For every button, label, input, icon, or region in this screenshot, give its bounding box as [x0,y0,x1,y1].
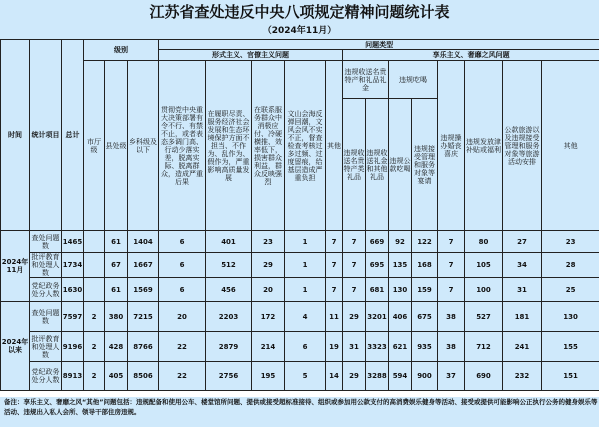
cell-f3: 195 [252,362,285,391]
cell-town: 1667 [128,253,159,278]
section-period: 2024年11月 [1,231,30,302]
cell-h2: 695 [366,253,389,278]
section-november [1,231,599,302]
cell-f2: 2756 [206,362,252,391]
row-item-label: 党纪政务处分人数 [30,362,62,391]
cell-h1: 29 [343,362,366,391]
cell-h8: 151 [542,362,599,391]
header-h6: 违规发放津补贴或福利 [465,61,503,231]
section-period: 2024年以来 [1,302,30,391]
cell-f2: 2879 [206,332,252,362]
header-f5: 其他 [326,61,343,231]
cell-f1: 22 [159,362,206,391]
cell-f1: 6 [159,253,206,278]
cell-h2: 3323 [366,332,389,362]
statistics-table [0,39,599,391]
cell-h7: 181 [503,302,542,332]
cell-city: 2 [84,302,105,332]
cell-f2: 456 [206,278,252,302]
cell-county: 380 [105,302,128,332]
row-item-label: 党纪政务处分人数 [30,278,62,302]
cell-f1: 20 [159,302,206,332]
cell-f1: 22 [159,332,206,362]
cell-h7: 34 [503,253,542,278]
cell-h8: 130 [542,302,599,332]
cell-f2: 2203 [206,302,252,332]
cell-f2: 512 [206,253,252,278]
cell-f2: 401 [206,231,252,253]
header-gift-group: 违规收送名贵特产和礼品礼金 [343,61,389,99]
cell-h8: 155 [542,332,599,362]
header-town: 乡科级及以下 [128,61,159,231]
cell-h6: 80 [465,231,503,253]
header-meal-group: 违规吃喝 [389,61,438,99]
cell-f5: 7 [326,253,343,278]
cell-total: 1630 [62,278,84,302]
cell-city [84,231,105,253]
header-f3: 在联系服务群众中消极应付、冷硬横推、效率低下，损害群众利益，群众反映强烈 [252,61,285,231]
header-item: 统计项目 [30,40,62,231]
header-h3: 违规公款吃喝 [389,99,412,231]
cell-h2: 3201 [366,302,389,332]
cell-h2: 3288 [366,362,389,391]
cell-f5: 7 [326,278,343,302]
cell-h1: 7 [343,278,366,302]
cell-town: 1569 [128,278,159,302]
header-h8: 其他 [542,61,599,231]
cell-f3: 29 [252,253,285,278]
cell-h3: 621 [389,332,412,362]
cell-h3: 92 [389,231,412,253]
cell-city: 2 [84,362,105,391]
cell-h3: 135 [389,253,412,278]
cell-h1: 7 [343,231,366,253]
cell-city: 2 [84,332,105,362]
cell-f3: 20 [252,278,285,302]
cell-h4: 168 [412,253,438,278]
cell-h2: 681 [366,278,389,302]
cell-h3: 406 [389,302,412,332]
row-item-label: 查处问题数 [30,302,62,332]
cell-f4: 5 [285,362,326,391]
cell-county: 61 [105,231,128,253]
header-type: 问题类型 [159,40,599,50]
cell-total: 1734 [62,253,84,278]
cell-f3: 214 [252,332,285,362]
cell-f1: 6 [159,278,206,302]
header-f4: 文山会海反弹回潮，文风会风不实不正，督查检查考核过多过频、过度留痕，给基层造成严重负担 [285,61,326,231]
document-title: 江苏省查处违反中央八项规定精神问题统计表 [0,0,599,24]
header-h2: 违规收送礼金和其他礼品 [366,99,389,231]
cell-f4: 1 [285,231,326,253]
cell-h8: 25 [542,278,599,302]
document-subtitle: （2024年11月） [0,24,599,39]
cell-h4: 900 [412,362,438,391]
cell-county: 428 [105,332,128,362]
cell-h1: 29 [343,302,366,332]
cell-h2: 669 [366,231,389,253]
cell-f1: 6 [159,231,206,253]
cell-h7: 27 [503,231,542,253]
row-item-label: 查处问题数 [30,231,62,253]
cell-town: 8766 [128,332,159,362]
cell-f5: 19 [326,332,343,362]
header-level: 级别 [84,40,159,61]
cell-h8: 28 [542,253,599,278]
cell-f4: 4 [285,302,326,332]
cell-h5: 7 [438,278,465,302]
header-total: 总计 [62,40,84,231]
header-county: 县处级 [105,61,128,231]
cell-h7: 241 [503,332,542,362]
cell-total: 9196 [62,332,84,362]
cell-f3: 23 [252,231,285,253]
cell-h6: 105 [465,253,503,278]
cell-h4: 935 [412,332,438,362]
cell-county: 67 [105,253,128,278]
cell-h3: 594 [389,362,412,391]
cell-h6: 712 [465,332,503,362]
cell-h5: 7 [438,253,465,278]
footnote: 备注：享乐主义、奢靡之风“其他”问题包括：违规配备和使用公车、楼堂馆所问题、提供或接受超标准接待、组织或参加用公款支付的高消费娱乐健身等活动、接受或提供可能影响公正执行公务的健身娱乐等活动、违规出入私人会所、领导干部住房违规。 [0,397,599,427]
cell-total: 1465 [62,231,84,253]
cell-county: 61 [105,278,128,302]
cell-f4: 1 [285,253,326,278]
header-f2: 在履职尽责、服务经济社会发展和生态环境保护方面不担当、不作为、乱作为、假作为，严重影响高质量发展 [206,61,252,231]
header-formalism: 形式主义、官僚主义问题 [159,50,343,61]
header-hedonism: 享乐主义、奢靡之风问题 [343,50,599,61]
cell-h5: 37 [438,362,465,391]
cell-h1: 31 [343,332,366,362]
cell-h7: 232 [503,362,542,391]
cell-f4: 6 [285,332,326,362]
cell-h7: 31 [503,278,542,302]
cell-total: 8913 [62,362,84,391]
cell-h8: 23 [542,231,599,253]
cell-h5: 7 [438,231,465,253]
cell-total: 7597 [62,302,84,332]
cell-county: 405 [105,362,128,391]
cell-f5: 7 [326,231,343,253]
cell-h4: 159 [412,278,438,302]
row-item-label: 批评教育和处理人数 [31,253,60,277]
header-h5: 违规操办婚丧喜庆 [438,61,465,231]
cell-town: 7215 [128,302,159,332]
header-f1: 贯彻党中央重大决策部署有令不行、有禁不止，或者表态多调门高、行动少落实差，脱离实际、脱离群众，造成严重后果 [159,61,206,231]
header-h7: 公款旅游以及违规接受管理和服务对象等旅游活动安排 [503,61,542,231]
header-h1: 违规收送名贵特产类礼品 [343,99,366,231]
cell-f4: 1 [285,278,326,302]
cell-city [84,278,105,302]
cell-h3: 130 [389,278,412,302]
cell-city [84,253,105,278]
cell-h1: 7 [343,253,366,278]
cell-h6: 690 [465,362,503,391]
cell-town: 8506 [128,362,159,391]
cell-town: 1404 [128,231,159,253]
row-item-label: 批评教育和处理人数 [30,332,62,362]
cell-h6: 527 [465,302,503,332]
cell-h4: 675 [412,302,438,332]
cell-h6: 100 [465,278,503,302]
cell-f5: 14 [326,362,343,391]
section-year-to-date [1,302,599,391]
cell-f3: 172 [252,302,285,332]
cell-h4: 122 [412,231,438,253]
header-h4: 违规接受管理和服务对象等宴请 [412,99,438,231]
header-time: 时间 [1,40,30,231]
header-city: 市厅级 [84,61,105,231]
cell-f5: 11 [326,302,343,332]
cell-h5: 38 [438,302,465,332]
cell-h5: 38 [438,332,465,362]
